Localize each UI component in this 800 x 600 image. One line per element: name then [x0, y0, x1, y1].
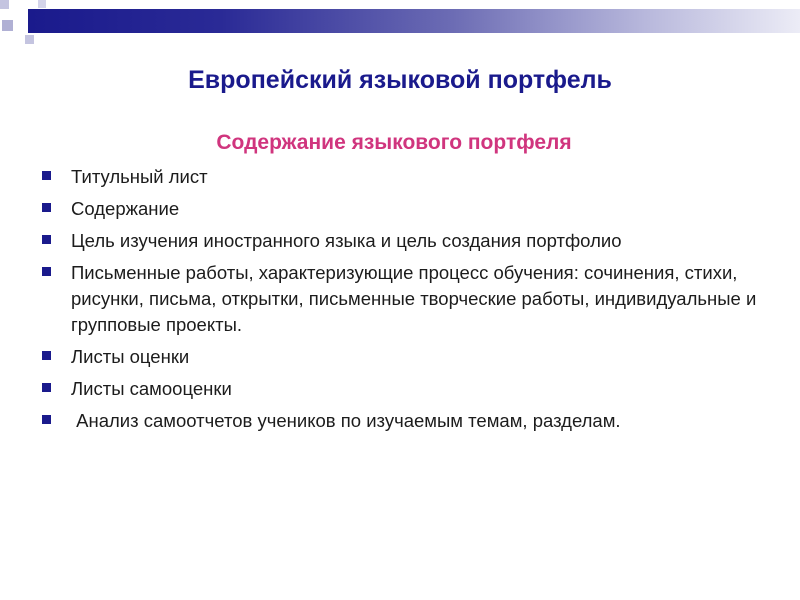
square-bullet-icon	[42, 351, 51, 360]
square-bullet-icon	[42, 171, 51, 180]
decor-square	[25, 35, 34, 44]
slide-subtitle: Содержание языкового портфеля	[216, 131, 572, 154]
list-item-text: Письменные работы, характеризующие процесс обучения: сочинения, стихи, рисунки, письма, открытки, письменные творческие работы, индивидуальные и групповые проекты.	[71, 262, 757, 335]
header-gradient-bar	[28, 9, 800, 33]
slide-title: Европейский языковой портфель	[188, 66, 612, 94]
list-item-text: Содержание	[71, 198, 180, 219]
list-item-text: Цель изучения иностранного языка и цель создания портфолио	[71, 230, 622, 251]
square-bullet-icon	[42, 235, 51, 244]
square-bullet-icon	[42, 415, 51, 424]
decor-square	[0, 0, 9, 9]
header-decoration	[0, 0, 800, 50]
list-item-text: Листы оценки	[71, 346, 190, 367]
list-item-text: Анализ самоотчетов учеников по изучаемым темам, разделам.	[71, 410, 621, 431]
decor-square	[2, 20, 13, 31]
bullet-list	[40, 164, 760, 440]
square-bullet-icon	[42, 267, 51, 276]
list-item	[40, 344, 760, 370]
list-item	[40, 408, 760, 434]
list-item	[40, 260, 760, 338]
list-item-text: Листы самооценки	[71, 378, 232, 399]
list-item	[40, 376, 760, 402]
square-bullet-icon	[42, 383, 51, 392]
list-item	[40, 164, 760, 190]
square-bullet-icon	[42, 203, 51, 212]
list-item	[40, 228, 760, 254]
list-item	[40, 196, 760, 222]
decor-square	[38, 0, 46, 8]
list-item-text: Титульный лист	[71, 166, 208, 187]
